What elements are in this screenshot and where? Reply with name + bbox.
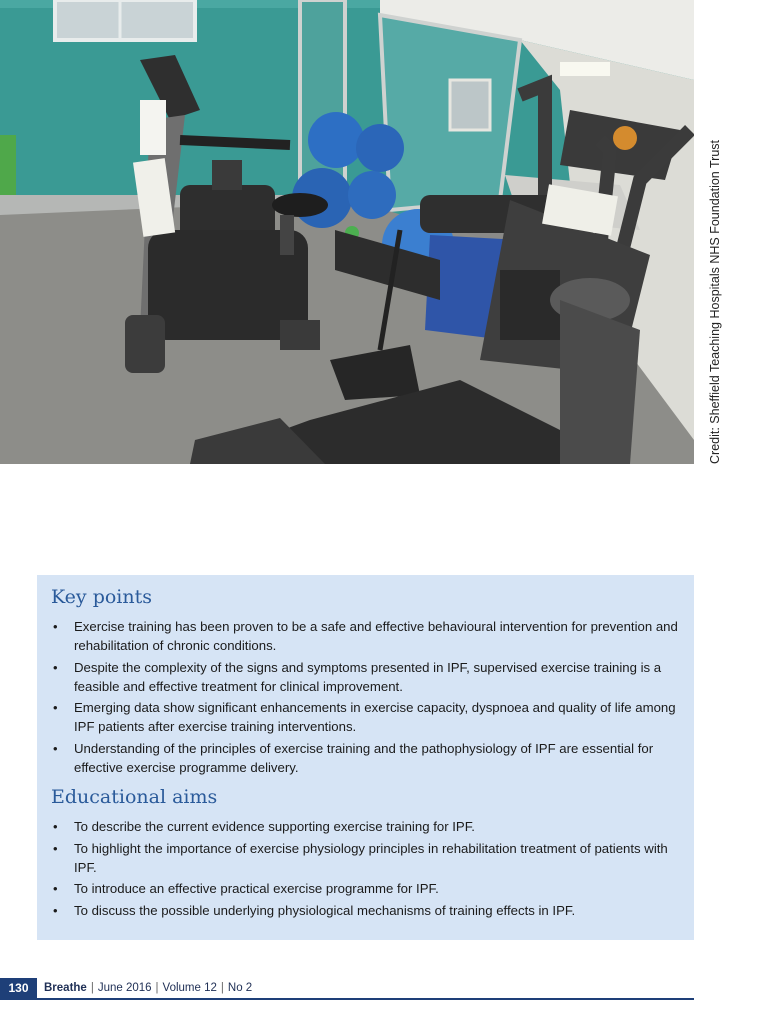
list-item <box>51 658 680 697</box>
list-item-text: Despite the complexity of the signs and symptoms presented in IPF, supervised exercise training is a feasible and effective treatment for clinical improvement. <box>74 659 662 694</box>
list-item-text: To highlight the importance of exercise physiology principles in rehabilitation treatment of patients with IPF. <box>74 840 668 875</box>
key-points-list <box>51 617 680 777</box>
bullet-icon: • <box>53 740 58 756</box>
gym-photo <box>0 0 694 464</box>
list-item-text: To describe the current evidence supporting exercise training for IPF. <box>74 819 475 835</box>
bullet-icon: • <box>53 819 58 835</box>
issue-date: June 2016 <box>97 982 152 994</box>
list-item <box>51 739 680 778</box>
exercise-room-illustration <box>0 0 694 464</box>
journal-info <box>44 978 252 998</box>
list-item <box>51 617 680 656</box>
key-points-heading: Key points <box>51 586 153 608</box>
bullet-icon: • <box>53 700 58 716</box>
separator: | <box>155 982 159 994</box>
list-item-text: Understanding of the principles of exercise training and the pathophysiology of IPF are essential for effective exercise programme delivery. <box>74 740 654 776</box>
bullet-icon: • <box>53 902 58 918</box>
separator: | <box>220 982 224 994</box>
list-item <box>51 879 680 898</box>
bullet-icon: • <box>53 881 58 897</box>
educational-aims-heading: Educational aims <box>51 786 218 809</box>
educational-aims-list <box>51 817 680 919</box>
issue-number: No 2 <box>227 982 253 994</box>
volume: Volume 12 <box>162 982 217 994</box>
bullet-icon: • <box>53 659 58 675</box>
bullet-icon: • <box>53 619 58 634</box>
list-item <box>51 817 680 836</box>
bullet-icon: • <box>53 840 58 856</box>
footer-rule <box>0 998 694 1000</box>
exercise-ball <box>308 112 364 168</box>
photo-credit: Credit: Sheffield Teaching Hospitals NHS Foundation Trust <box>708 139 722 464</box>
list-item <box>51 839 680 878</box>
list-item <box>51 698 680 737</box>
ceiling-light <box>560 62 610 76</box>
list-item-text: To discuss the possible underlying physiological mechanisms of training effects in IPF. <box>74 902 576 918</box>
list-item-text: Emerging data show significant enhancements in exercise capacity, dyspnoea and quality of life among IPF patients after exercise training interventions. <box>74 700 676 735</box>
page-number: 130 <box>0 978 37 998</box>
list-item-text: To introduce an effective practical exercise programme for IPF. <box>74 881 439 897</box>
list-item-text: Exercise training has been proven to be a safe and effective behavioural intervention for prevention and rehabilitation of chronic conditions. <box>74 619 678 654</box>
journal-name: Breathe <box>44 982 87 994</box>
key-points-box <box>37 575 694 940</box>
window <box>55 0 195 40</box>
separator: | <box>90 982 94 994</box>
list-item <box>51 901 680 920</box>
page-footer <box>0 978 694 1000</box>
paper-note <box>140 100 166 155</box>
